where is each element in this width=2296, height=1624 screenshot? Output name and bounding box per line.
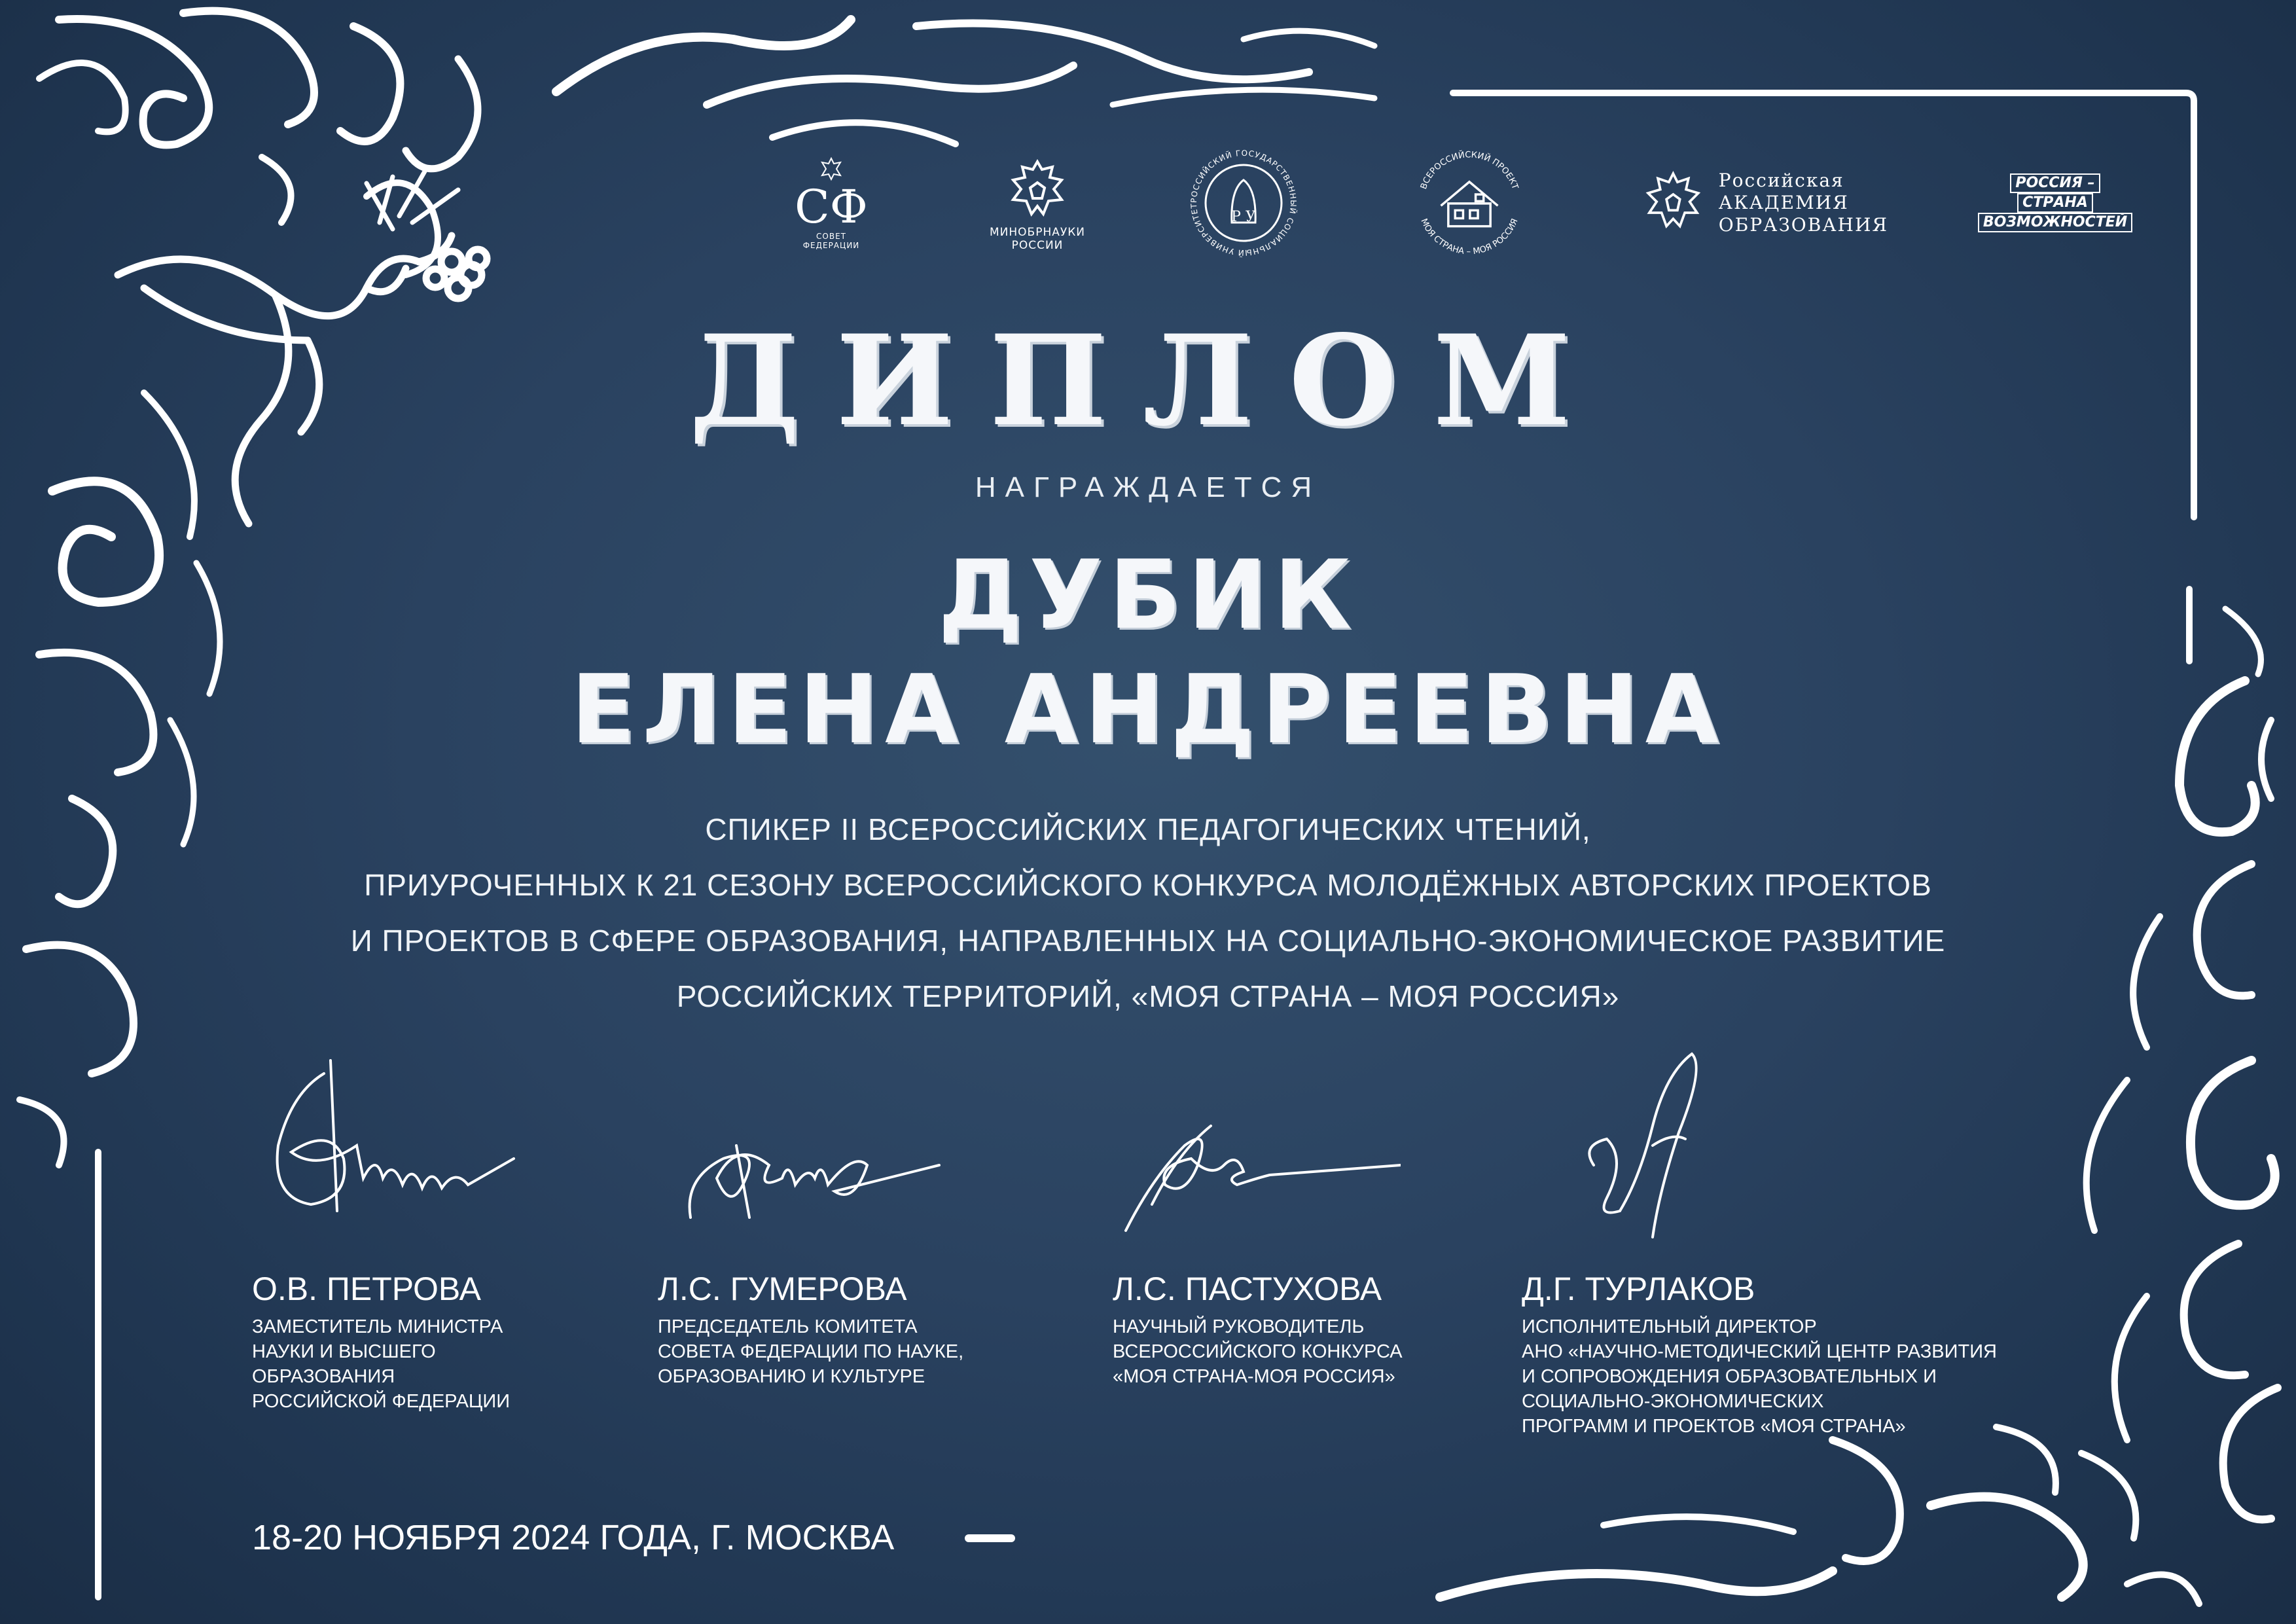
project-ring-bottom: МОЯ СТРАНА – МОЯ РОССИЯ [1418,217,1520,257]
description-line-1: СПИКЕР II ВСЕРОССИЙСКИХ ПЕДАГОГИЧЕСКИХ ЧТЕНИЙ, [705,812,1591,846]
eagle-emblem-icon [1640,164,1707,242]
signatory-4-role-line: И СОПРОВОЖДЕНИЯ ОБРАЗОВАТЕЛЬНЫХ И [1522,1366,1937,1387]
signatory-4-name: Д.Г. ТУРЛАКОВ [1522,1271,1755,1307]
signatory-2-role-line: ОБРАЗОВАНИЮ И КУЛЬТУРЕ [658,1366,925,1387]
logo-sovet-federacii [776,137,887,268]
signatory-2-role-line: СОВЕТА ФЕДЕРАЦИИ ПО НАУКЕ, [658,1341,964,1362]
recipient-name: ЕЛЕНА АНДРЕЕВНА [571,655,1725,765]
logo-minobrnauki [975,137,1100,268]
rao-line-2: АКАДЕМИЯ [1718,192,1849,213]
signatory-2-role-line: ПРЕДСЕДАТЕЛЬ КОМИТЕТА [658,1316,918,1337]
eagle-emblem-icon [818,156,844,182]
signatory-3 [1113,1047,1403,1389]
rao-line-3: ОБРАЗОВАНИЯ [1718,214,1888,236]
signatory-1-role-line: РОССИЙСКОЙ ФЕДЕРАЦИИ [252,1391,511,1412]
signatory-4-role-line: ИСПОЛНИТЕЛЬНЫЙ ДИРЕКТОР [1522,1316,1817,1337]
signatory-3-role [1113,1314,1403,1389]
signatory-3-name: Л.С. ПАСТУХОВА [1113,1271,1382,1307]
minobr-caption-1: МИНОБРНАУКИ [989,226,1086,239]
swirl-bottom-right [1440,1571,1833,1597]
sf-mark: СФ [795,180,868,234]
signatory-4 [1522,1047,1997,1439]
project-ring-icon [1394,137,1545,268]
rgsu-ring-icon [1185,144,1302,262]
signatory-3-role-line: ВСЕРОССИЙСКОГО КОНКУРСА [1113,1341,1403,1362]
rsv-line-2: СТРАНА [2017,193,2093,213]
sf-caption: СОВЕТ ФЕДЕРАЦИИ [802,232,860,250]
logo-moya-strana [1394,137,1545,268]
swirl-top-left [59,19,209,145]
rao-line-1: Российская [1718,170,1844,191]
signatory-4-role-line: ПРОГРАММ И ПРОЕКТОВ «МОЯ СТРАНА» [1522,1416,1906,1437]
awarded-label: НАГРАЖДАЕТСЯ [975,471,1321,503]
signatory-1-role-line: НАУКИ И ВЫСШЕГО [252,1341,436,1362]
eagle-emblem-icon [1001,154,1073,226]
signatory-1-role-line: ЗАМЕСТИТЕЛЬ МИНИСТРА [252,1316,503,1337]
rgsu-ring-text: РОССИЙСКИЙ ГОСУДАРСТВЕННЫЙ СОЦИАЛЬНЫЙ УНИВЕРСИТЕТ [1189,148,1299,258]
project-ring-top: ВСЕРОССИЙСКИЙ ПРОЕКТ [1418,150,1520,191]
signatory-1-role-line: ОБРАЗОВАНИЯ [252,1366,395,1387]
description-line-3: И ПРОЕКТОВ В СФЕРЕ ОБРАЗОВАНИЯ, НАПРАВЛЕННЫХ НА СОЦИАЛЬНО-ЭКОНОМИЧЕСКОЕ РАЗВИТИЕ [350,924,1946,958]
diploma-title: ДИПЛОМ [689,308,1607,454]
description-line-2: ПРИУРОЧЕННЫХ К 21 СЕЗОНУ ВСЕРОССИЙСКОГО КОНКУРСА МОЛОДЁЖНЫХ АВТОРСКИХ ПРОЕКТОВ [364,868,1932,902]
signatory-1-role [252,1314,540,1414]
signatory-1-name: О.В. ПЕТРОВА [252,1271,481,1307]
description-line-4: РОССИЙСКИХ ТЕРРИТОРИЙ, «МОЯ СТРАНА – МОЯ РОССИЯ» [676,979,1620,1013]
signatory-2-role [658,1314,963,1389]
house-icon [1441,182,1498,226]
signatory-2 [658,1047,963,1389]
signatory-4-role-line: АНО «НАУЧНО-МЕТОДИЧЕСКИЙ ЦЕНТР РАЗВИТИЯ [1522,1341,1997,1362]
signatory-4-role-line: СОЦИАЛЬНО-ЭКОНОМИЧЕСКИХ [1522,1391,1824,1412]
signatory-3-role-line: НАУЧНЫЙ РУКОВОДИТЕЛЬ [1113,1316,1365,1337]
signature-4 [1522,1047,1810,1263]
event-date-location: 18-20 НОЯБРЯ 2024 ГОДА, Г. МОСКВА [252,1518,895,1557]
signatory-2-name: Л.С. ГУМЕРОВА [658,1271,907,1307]
logo-rao [1640,137,1888,268]
logo-rgsu [1178,137,1309,268]
signature-1 [252,1047,540,1263]
signatory-1 [252,1047,540,1414]
logo-rossiya-strana-vozmozhnostey [1980,137,2130,268]
signatory-3-role-line: «МОЯ СТРАНА-МОЯ РОССИЯ» [1113,1366,1395,1387]
rsv-line-3: ВОЗМОЖНОСТЕЙ [1978,213,2132,232]
signature-2 [658,1047,946,1263]
minobr-caption-2: РОССИИ [1011,239,1064,252]
recipient-surname: ДУБИК [938,540,1358,651]
signatory-4-role [1522,1314,1997,1439]
rgsu-mark: Р У [1231,209,1256,225]
signature-3 [1113,1047,1401,1263]
rsv-line-1: РОССИЯ – [2010,173,2100,193]
